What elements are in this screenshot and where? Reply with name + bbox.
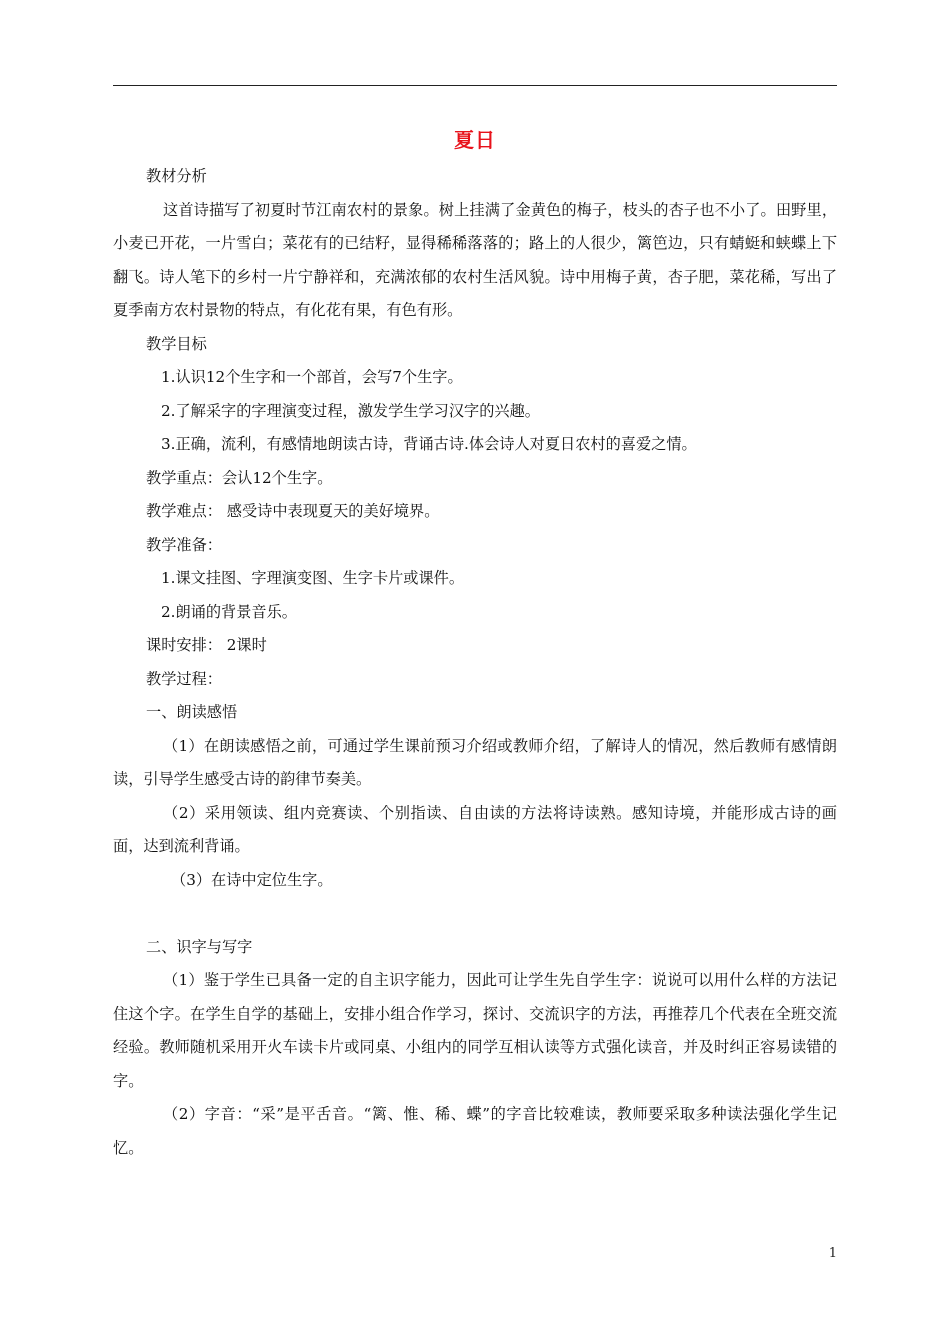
goal-item: 1.认识12个生字和一个部首，会写7个生字。 bbox=[161, 368, 463, 386]
prep-heading: 教学准备： bbox=[146, 535, 222, 554]
header-rule bbox=[113, 85, 837, 86]
blank-line bbox=[113, 897, 837, 931]
page-number: 1 bbox=[828, 1246, 837, 1261]
analysis-heading: 教材分析 bbox=[146, 167, 207, 185]
part1-item: （1）在朗读感悟之前，可通过学生课前预习介绍或教师介绍，了解诗人的情况，然后教师有感情朗读，引导学生感受古诗的韵律节奏美。 bbox=[113, 736, 837, 788]
document-body bbox=[113, 160, 837, 1165]
part1-heading: 一、朗读感悟 bbox=[146, 703, 238, 721]
process-heading: 教学过程： bbox=[146, 669, 222, 688]
part2-item: （1）鉴于学生已具备一定的自主识字能力，因此可让学生先自学生字：说说可以用什么样的方法记住这个字。在学生自学的基础上，安排小组合作学习，探讨、交流识字的方法，再推荐几个代表在全班交流经验。教师随机采用开火车读卡片或同桌、小组内的同学互相认读等方式强化读音，并及时纠正容易读错的字。 bbox=[113, 971, 837, 1090]
prep-item: 1.课文挂图、字理演变图、生字卡片或课件。 bbox=[161, 569, 465, 587]
prep-item: 2.朗诵的背景音乐。 bbox=[161, 602, 297, 621]
schedule-line: 课时安排： 2课时 bbox=[146, 636, 267, 654]
analysis-paragraph: 这首诗描写了初夏时节江南农村的景象。树上挂满了金黄色的梅子，枝头的杏子也不小了。田野里，小麦已开花，一片雪白；菜花有的已结籽，显得稀稀落落的；路上的人很少，篱笆边，只有蜻蜓和蛱蝶上下翻飞。诗人笔下的乡村一片宁静祥和，充满浓郁的农村生活风貌。诗中用梅子黄，杏子肥，菜花稀，写出了夏季南方农村景物的特点，有化花有果，有色有形。 bbox=[113, 200, 837, 319]
part2-item: （2）字音：“采”是平舌音。“篱、惟、稀、蝶”的字音比较难读，教师要采取多种读法强化学生记忆。 bbox=[113, 1105, 837, 1157]
difficulty-line: 教学难点： 感受诗中表现夏天的美好境界。 bbox=[146, 502, 440, 520]
part1-item: （2）采用领读、组内竞赛读、个别指读、自由读的方法将诗读熟。感知诗境，并能形成古诗的画面，达到流利背诵。 bbox=[113, 803, 837, 855]
part1-item: （3）在诗中定位生字。 bbox=[171, 870, 333, 889]
goals-heading: 教学目标 bbox=[146, 334, 207, 353]
goal-item: 2.了解采字的字理演变过程，激发学生学习汉字的兴趣。 bbox=[161, 401, 540, 420]
focus-line: 教学重点：会认12个生字。 bbox=[146, 468, 333, 487]
page-title: 夏日 bbox=[454, 128, 496, 152]
part2-heading: 二、识字与写字 bbox=[146, 937, 253, 956]
goal-item: 3.正确，流利，有感情地朗读古诗，背诵古诗.体会诗人对夏日农村的喜爱之情。 bbox=[161, 435, 697, 453]
